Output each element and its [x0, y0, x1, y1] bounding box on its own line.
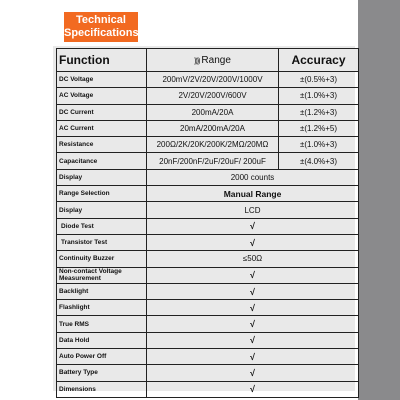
- check-mark-cell: √: [147, 234, 359, 250]
- function-cell: Auto Power Off: [57, 349, 147, 365]
- table-row: [57, 104, 359, 120]
- table-row: [57, 251, 359, 267]
- range-cell: 20nF/200nF/2uF/20uF/ 200uF: [147, 153, 279, 169]
- check-mark-cell: √: [147, 381, 359, 397]
- function-cell: Non-contact Voltage Measurement: [57, 267, 147, 283]
- range-cell: 2V/20V/200V/600V: [147, 88, 279, 104]
- function-cell: AC Current: [57, 120, 147, 136]
- check-mark-cell: √: [147, 349, 359, 365]
- badge-line-1: Technical: [76, 14, 126, 26]
- function-cell: Dimensions: [57, 381, 147, 397]
- check-mark-cell: √: [147, 267, 359, 283]
- function-cell: DC Voltage: [57, 72, 147, 88]
- function-cell: Continuity Buzzer: [57, 251, 147, 267]
- range-cell: 20mA/200mA/20A: [147, 120, 279, 136]
- accuracy-cell: ±(0.5%+3): [279, 72, 359, 88]
- header-range-label: Range: [201, 54, 231, 66]
- table-row: [57, 153, 359, 169]
- function-cell: AC Voltage: [57, 88, 147, 104]
- table-row: [57, 349, 359, 365]
- table-row: [57, 218, 359, 234]
- check-mark-cell: √: [147, 300, 359, 316]
- accuracy-cell: ±(1.2%+5): [279, 120, 359, 136]
- title-badge: [64, 12, 138, 42]
- function-cell: Transistor Test: [57, 234, 147, 250]
- sound-wave-icon: )))): [194, 57, 200, 65]
- accuracy-cell: ±(1.0%+3): [279, 137, 359, 153]
- value-cell: 2000 counts: [147, 169, 359, 185]
- function-cell: True RMS: [57, 316, 147, 332]
- table-row: [57, 72, 359, 88]
- table-row: [57, 365, 359, 381]
- function-cell: Backlight: [57, 283, 147, 299]
- value-cell: ≤50Ω: [147, 251, 359, 267]
- badge-line-2: Specifications: [64, 27, 139, 39]
- accuracy-cell: ±(1.2%+3): [279, 104, 359, 120]
- check-mark-cell: √: [147, 365, 359, 381]
- function-cell: Flashlight: [57, 300, 147, 316]
- table-row: [57, 186, 359, 202]
- value-cell: LCD: [147, 202, 359, 218]
- function-cell: Display: [57, 169, 147, 185]
- function-cell: Capacitance: [57, 153, 147, 169]
- range-cell: 200Ω/2K/20K/200K/2MΩ/20MΩ: [147, 137, 279, 153]
- range-cell: 200mV/2V/20V/200V/1000V: [147, 72, 279, 88]
- table-row: [57, 316, 359, 332]
- table-row: [57, 381, 359, 397]
- header-function: Function: [57, 49, 147, 72]
- value-cell: Manual Range: [147, 186, 359, 202]
- function-cell: Diode Test: [57, 218, 147, 234]
- header-range: [147, 49, 279, 72]
- function-cell: DC Current: [57, 104, 147, 120]
- function-cell: Battery Type: [57, 365, 147, 381]
- accuracy-cell: ±(4.0%+3): [279, 153, 359, 169]
- check-mark-cell: √: [147, 332, 359, 348]
- check-mark-cell: √: [147, 218, 359, 234]
- accuracy-cell: ±(1.0%+3): [279, 88, 359, 104]
- left-margin: [0, 0, 50, 400]
- table-row: [57, 332, 359, 348]
- table-row: [57, 283, 359, 299]
- range-cell: 200mA/20A: [147, 104, 279, 120]
- function-cell: Data Hold: [57, 332, 147, 348]
- table-row: [57, 300, 359, 316]
- table-row: [57, 267, 359, 283]
- function-cell: Range Selection: [57, 186, 147, 202]
- spec-table: [56, 48, 359, 398]
- table-row: [57, 169, 359, 185]
- table-header-row: [57, 49, 359, 72]
- table-row: [57, 202, 359, 218]
- table-row: [57, 88, 359, 104]
- right-gray-band: [358, 0, 400, 400]
- function-cell: Resistance: [57, 137, 147, 153]
- table-row: [57, 120, 359, 136]
- table-row: [57, 234, 359, 250]
- table-row: [57, 137, 359, 153]
- check-mark-cell: √: [147, 283, 359, 299]
- header-accuracy: Accuracy: [279, 49, 359, 72]
- function-cell: Display: [57, 202, 147, 218]
- check-mark-cell: √: [147, 316, 359, 332]
